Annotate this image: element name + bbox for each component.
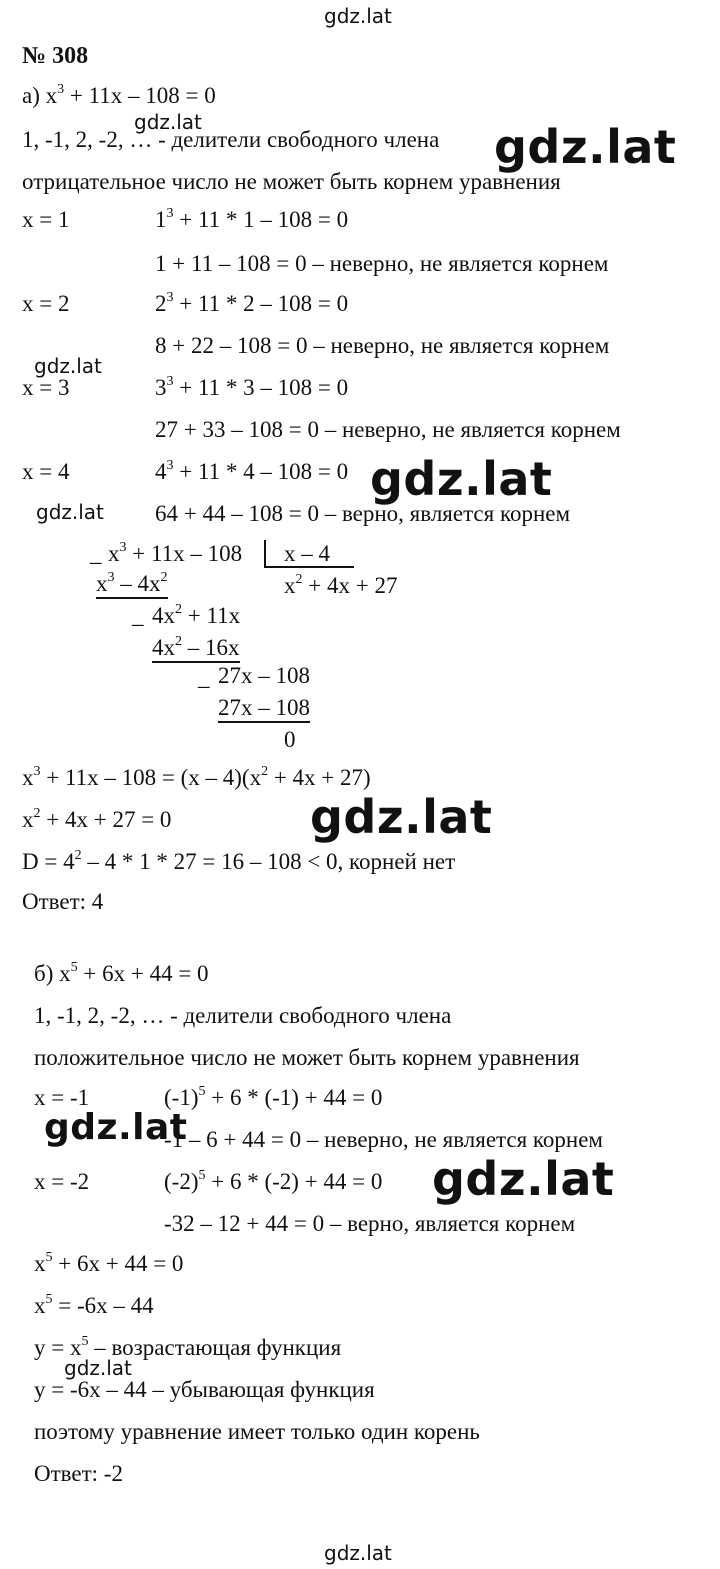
division-remainder-1: $4x^2 + 11x$ <box>152 602 241 628</box>
part-b-line-1: $x^5 + 6x + 44 = 0$ <box>34 1250 184 1276</box>
watermark-top: gdz.lat <box>324 4 392 28</box>
part-b-equation: б) $x^5 + 6x + 44 = 0$ <box>34 960 209 986</box>
check-result: -1 – 6 + 44 = 0 – неверно, не является корнем <box>164 1127 603 1152</box>
part-b-line-3: $y = x^5$ – возрастающая функция <box>34 1334 342 1360</box>
discriminant-line: $D = 4^2 - 4 * 1 * 27 = 16 - 108 < 0$, корней нет <box>22 848 456 874</box>
check-substitution: $4^3 + 11 * 4 - 108 = 0$ <box>155 458 349 484</box>
division-remainder-2: 27x – 108 <box>218 663 310 688</box>
part-b-answer: Ответ: -2 <box>34 1461 123 1486</box>
part-b-line-5: поэтому уравнение имеет только один корень <box>34 1419 480 1444</box>
watermark-large: gdz.lat <box>370 452 553 506</box>
check-substitution: $3^3 + 11 * 3 - 108 = 0$ <box>155 374 349 400</box>
division-final-remainder: 0 <box>284 727 296 752</box>
division-minus-sign: _ <box>90 541 102 566</box>
check-x-label: x = 1 <box>22 207 70 232</box>
division-subtrahend-1: $x^3 - 4x^2$ <box>96 572 168 595</box>
part-a-negative-line: отрицательное число не может быть корнем уравнения <box>22 169 561 194</box>
check-x-label: x = -1 <box>34 1085 90 1110</box>
division-minus-sign: _ <box>132 603 144 628</box>
watermark-bottom: gdz.lat <box>324 1541 392 1565</box>
check-substitution: $2^3 + 11 * 2 - 108 = 0$ <box>155 290 349 316</box>
part-b-divisors-line: 1, -1, 2, -2, … - делители свободного члена <box>34 1003 452 1028</box>
watermark-large: gdz.lat <box>494 120 677 174</box>
division-bracket-horizontal <box>264 566 354 568</box>
problem-number: № 308 <box>22 43 89 69</box>
part-a-equation: а) $x^3 + 11x - 108 = 0$ <box>22 82 216 108</box>
check-result: 8 + 22 – 108 = 0 – неверно, не является корнем <box>155 333 610 358</box>
part-a-divisors-line: 1, -1, 2, -2, … - делители свободного члена <box>22 127 440 152</box>
division-subtrahend-2: $4x^2 - 16x$ <box>152 636 240 659</box>
check-result: 1 + 11 – 108 = 0 – неверно, не является корнем <box>155 251 609 276</box>
quadratic-line: $x^2 + 4x + 27 = 0$ <box>22 806 172 832</box>
part-a-answer: Ответ: 4 <box>22 889 104 914</box>
check-x-label: x = -2 <box>34 1169 90 1194</box>
watermark-small: gdz.lat <box>36 500 104 524</box>
division-divisor: x – 4 <box>284 541 330 566</box>
watermark-large: gdz.lat <box>432 1152 615 1206</box>
part-b-positive-line: положительное число не может быть корнем уравнения <box>34 1045 580 1070</box>
watermark-large: gdz.lat <box>310 790 493 844</box>
check-result: 64 + 44 – 108 = 0 – верно, является корнем <box>155 501 571 526</box>
watermark-large: gdz.lat <box>44 1107 188 1148</box>
check-substitution: $(-2)^5 + 6 * (-2) + 44 = 0$ <box>164 1168 383 1194</box>
check-x-label: x = 3 <box>22 375 70 400</box>
part-b-line-2: $x^5 = -6x - 44$ <box>34 1292 154 1318</box>
division-bracket-vertical <box>264 540 266 568</box>
watermark-small: gdz.lat <box>64 1356 132 1380</box>
division-quotient: $x^2 + 4x + 27$ <box>284 572 398 598</box>
division-subtrahend-3: 27x – 108 <box>218 696 310 719</box>
check-x-label: x = 2 <box>22 291 70 316</box>
check-x-label: x = 4 <box>22 459 70 484</box>
check-result: 27 + 33 – 108 = 0 – неверно, не является корнем <box>155 417 621 442</box>
division-minus-sign: _ <box>198 665 210 690</box>
check-substitution: $(-1)^5 + 6 * (-1) + 44 = 0$ <box>164 1084 383 1110</box>
check-result: -32 – 12 + 44 = 0 – верно, является корнем <box>164 1211 576 1236</box>
check-substitution: $1^3 + 11 * 1 - 108 = 0$ <box>155 206 349 232</box>
watermark-small: gdz.lat <box>134 110 202 134</box>
watermark-small: gdz.lat <box>34 354 102 378</box>
factorization-line: $x^3 + 11x - 108 = (x - 4)(x^2 + 4x + 27)$ <box>22 764 371 790</box>
part-b-line-4: y = -6x – 44 – убывающая функция <box>34 1377 375 1402</box>
division-dividend: $x^3 + 11x - 108$ <box>108 540 243 566</box>
